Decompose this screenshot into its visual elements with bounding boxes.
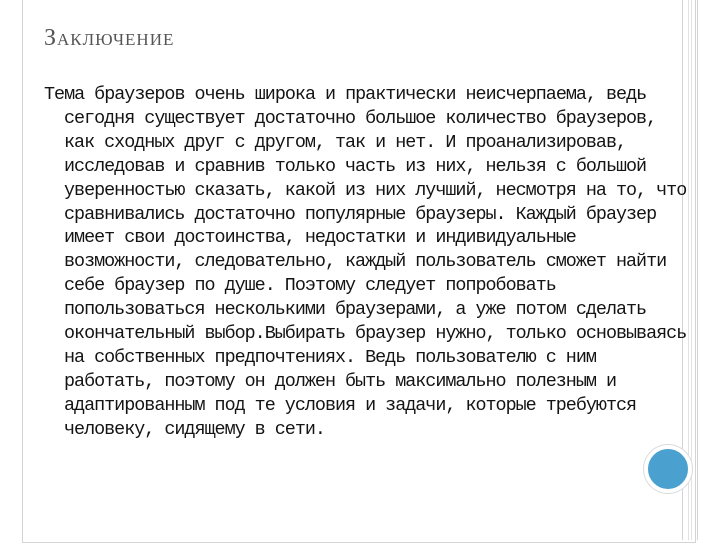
slide-title-rest: АКЛЮЧЕНИЕ bbox=[57, 30, 175, 49]
decorative-circle bbox=[644, 445, 692, 493]
slide-title bbox=[44, 16, 174, 53]
slide-title-first-letter: З bbox=[44, 25, 58, 51]
slide-body-text: Тема браузеров очень широка и практически неисчерпаема, ведь сегодня существует достаточно большое количество браузеров, как сходных друг с другом, так и нет. И проанализировав, исследовав и сравнив только часть из них, нельзя с большой уверенностью сказать, какой из них лучший, несмотря на то, что сравнивались достаточно популярные браузеры. Каждый браузер имеет свои достоинства, недостатки и индивидуальные возможности, следовательно, каждый пользователь сможет найти себе браузер по душе. Поэтому следует попробовать попользоваться несколькими браузерами, а уже потом сделать окончательный выбор.Выбирать браузер нужно, только основываясь на собственных предпочтениях. Ведь пользователю с ним работать, поэтому он должен быть максимально полезным и адаптированным под те условия и задачи, которые требуются человеку, сидящему в сети. bbox=[44, 84, 687, 440]
